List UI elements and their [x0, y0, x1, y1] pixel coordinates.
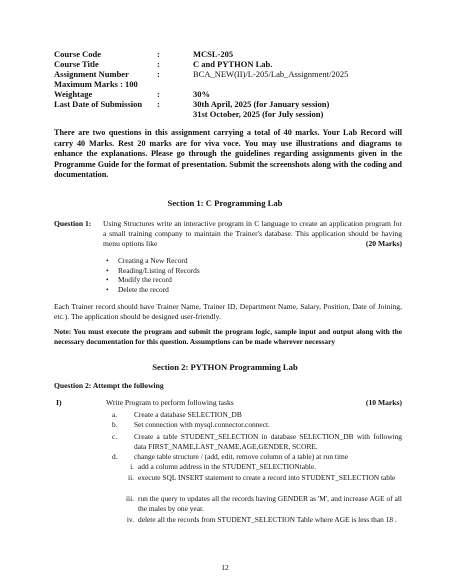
subtask-text: delete all the records from STUDENT_SELECTION Table where AGE is less than 18 .: [138, 515, 397, 524]
list-item: • Delete the record: [106, 285, 200, 295]
assignment-header: [54, 49, 394, 109]
july-session-date: 31st October, 2025 (for July session): [193, 109, 324, 119]
question-1-text: [103, 219, 402, 249]
list-item: • Creating a New Record: [106, 256, 200, 266]
subtask-key: ii.: [128, 473, 134, 482]
header-value: BCA_NEW(II)/L-205/Lab_Assignment/2025: [193, 69, 349, 79]
header-row-last-date: [54, 99, 394, 109]
header-row-course-code: [54, 49, 394, 59]
intro-paragraph: There are two questions in this assignment carrying a total of 40 marks. Your Lab Record will carry 40 Marks. Rest 20 marks are for viva voce. You may use illustrations and diagrams to enhance the explanations. Please go through the guidelines regarding assignments given in the Programme Guide for the format of presentation. Submit the screenshots along with the coding and documentation.: [54, 128, 402, 179]
subtask-key: a.: [112, 410, 118, 419]
subtask-key: iii.: [125, 494, 134, 503]
header-colon: :: [157, 49, 160, 59]
trainer-record-paragraph: Each Trainer record should have Trainer Name, Trainer ID, Department Name, Salary, Position, Date of Joining, etc.). The application should be designed user-friendly.: [54, 302, 402, 321]
list-item: • Reading/Listing of Records: [106, 266, 200, 276]
subtask-c: [112, 432, 402, 451]
subtask-text: Set connection with mysql.connector.connect.: [134, 420, 270, 429]
header-value: 30%: [193, 89, 210, 99]
header-label: Course Code: [54, 49, 101, 59]
question-1-label: Question 1:: [54, 219, 92, 228]
subtask-key: iv.: [126, 515, 134, 524]
subtask-b: [112, 420, 402, 430]
header-row-weightage: [54, 89, 394, 99]
header-colon: :: [157, 69, 160, 79]
subtask-text: add a column address in the STUDENT_SELECTIONtable.: [138, 462, 316, 471]
page-number: 12: [221, 563, 229, 572]
header-value: 30th April, 2025 (for January session): [193, 99, 330, 109]
subtask-text: execute SQL INSERT statement to create a record into STUDENT_SELECTION table: [138, 473, 396, 482]
subtask-key: b.: [112, 420, 118, 429]
header-value: C and PYTHON Lab.: [193, 59, 273, 69]
question-1-body: Using Structures write an interactive program in C language to create an application program for a small training company to maintain the Trainer's database. This application should be having menu options like: [103, 219, 402, 248]
task-text: Write Program to perform following tasks: [106, 398, 234, 407]
subtask-d: [112, 452, 402, 462]
subtask-a: [112, 410, 402, 420]
header-row-maximum-marks: [54, 79, 394, 89]
subtask-text: run the query to updates all the records having GENDER as 'M', and increase AGE of all the males by one year.: [138, 494, 402, 513]
question-1-marks: (20 Marks): [365, 239, 402, 248]
header-label: Last Date of Submission: [54, 99, 143, 109]
subtask-iii: [120, 494, 402, 513]
header-label: Maximum Marks : 100: [54, 79, 138, 89]
subtask-text: Create a database SELECTION_DB: [134, 410, 242, 419]
task-marks: (10 Marks): [365, 398, 402, 407]
subtask-text: change table structure / (add, edit, remove column of a table) at run time: [134, 452, 349, 461]
header-value: MCSL-205: [193, 49, 234, 59]
header-label: Assignment Number: [54, 69, 129, 79]
subtask-key: d.: [112, 452, 118, 461]
subtask-key: i.: [130, 462, 134, 471]
header-colon: :: [157, 89, 160, 99]
menu-options-list: [106, 256, 200, 294]
header-colon: :: [157, 99, 160, 109]
header-row-course-title: [54, 59, 394, 69]
subtask-text: Create a table STUDENT_SELECTION in database SELECTION_DB with following data FIRST_NAME,LAST_NAME,AGE,GENDER, SCORE.: [134, 432, 402, 451]
header-colon: :: [157, 59, 160, 69]
header-label: Course Title: [54, 59, 99, 69]
question-2-heading: Question 2: Attempt the following: [54, 381, 164, 390]
subtask-ii: [120, 473, 402, 483]
section-1-title: Section 1: C Programming Lab: [167, 198, 283, 208]
section-1-note: Note: You must execute the program and submit the program logic, sample input and output along with the necessary documentation for this question. Assumptions can be made wherever necessary: [54, 327, 402, 346]
subtask-i: [120, 462, 402, 472]
task-line: [106, 398, 402, 407]
list-item: • Modify the record: [106, 275, 200, 285]
header-label: Weightage: [54, 89, 93, 99]
section-2-title: Section 2: PYTHON Programming Lab: [152, 362, 298, 372]
item-number: I): [56, 398, 62, 407]
header-row-assignment-number: [54, 69, 394, 79]
subtask-key: c.: [112, 432, 118, 441]
subtask-iv: [120, 515, 402, 525]
